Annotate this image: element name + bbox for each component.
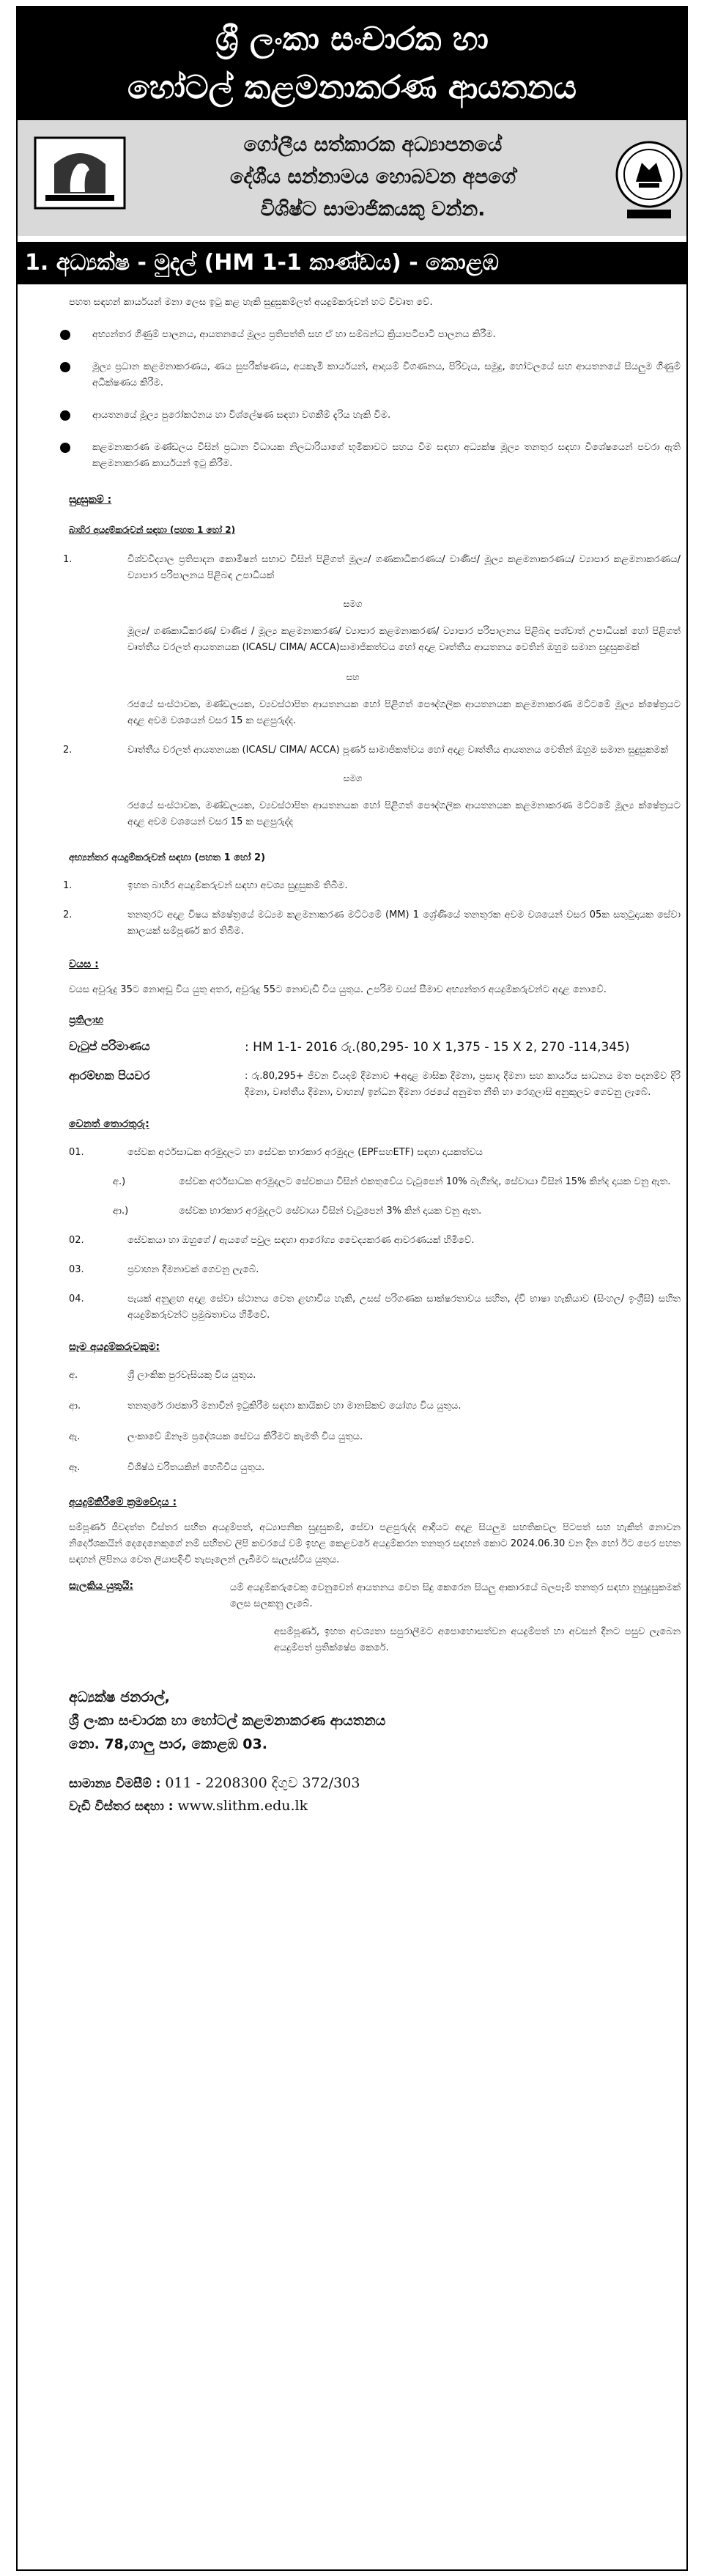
institute-name-line-2: හෝටල් කළමනාකරණ ආයතනය [127,69,577,106]
benefits-heading: ප්‍රතිලාභ [69,1014,104,1026]
other-info-heading: වෙනත් තොරතුරු: [69,1118,149,1130]
note-text-1: යම් අයදුම්කරුවෙකු වෙනුවෙන් ආයතනය වෙත සිදු කෙරෙන සියලු ආකාරයේ බලපෑම් තනතුර සඳහා නුසුදුසුකමක් ලෙස සලකනු ලැබේ. [230,1582,681,1609]
bullet-icon [60,362,70,372]
internal-option-1: 1. ඉහත බාහිර අයදුම්කරුවන් සඳහා අවශ්‍ය සුදුසුකම් තිබීම. [63,880,348,891]
starting-step-label: ආරම්භක පියවර [69,1069,150,1082]
external-option-1-experience: රජයේ සංස්ථාවක, මණ්ඩලයක, ව්‍යවස්ථාපිත ආයතනයක හෝ පිළිගත් පෞද්ගලික ආයතනයක කළමනාකරණ මට්ටමේ මූල්‍ය ක්ෂේත්‍රයට අදාළ අවම වශයෙන් වසර 15 ක පළපුරුද්ද. [127,699,681,726]
slogan-banner [18,120,686,236]
more-details [69,1795,681,1817]
and-separator: සහ [346,672,360,682]
external-applicants-heading: බාහිර අයදුම්කරුවන් සඳහා (පහත 1 හෝ 2) [69,525,236,535]
footer-address [69,1686,681,1756]
duty-item [25,440,681,472]
external-option-2-experience: රජයේ සංස්ථාවක, මණ්ඩලයක, ව්‍යවස්ථාපිත ආයතනයක හෝ පිළිගත් පෞද්ගලික ආයතනයක කළමනාකරණ මට්ටමේ මූල්‍ය ක්ෂේත්‍රයට අදාළ අවම වශයෙන් වසර 15 ක පළපුරුද්ද [127,800,681,827]
general-inquiries [69,1772,681,1795]
other-info-item: 04. පැයක් අනුළඟ අදාළ සේවා ස්ථානය වෙත ළඟාවිය හැකි, උසස් පරිගණක සාක්ෂරතාවය සහිත, ද්වි භාෂා හැකියාව (සිංහල/ ඉංග්‍රීසි) සහිත අයදුම්කරුවන්ට ප්‍රමුඛතාවය හිමිවේ. [69,1293,681,1321]
institute-name-line-1: ශ්‍රී ලංකා සංචාරක හා [215,21,489,58]
other-info-item: 02. සේවකයා හා ඔහුගේ / ඇයගේ පවුල සඳහා ආරෝග්‍ය වෛද්‍යකරණ ආවරණයක් හිමිවේ. [69,1235,475,1246]
note [25,1580,681,1612]
general-inquiries-phone: 011 - 2208300 දිගුව 372/303 [165,1775,360,1791]
slogan-line-3: විශිෂ්ට සාමාජිකයකු වන්න. [260,198,486,221]
position-title: 1. අධ්‍යක්ෂ - මුදල් (HM 1-1 කාණ්ඩය) - කොළඹ [18,242,686,284]
other-info-subitem: අ.) සේවක අර්ථසාධක අරමුදලට සේවකයා විසින් එකතුවේය වැටුපෙන් 10% බැගින්ද, සේවායා විසින් 15% කින්ද දායක වනු ඇත. [113,1176,671,1187]
slogan [142,129,604,226]
footer-street: නො. 78,ගාලු පාර, කොළඹ 03. [69,1736,267,1752]
bullet-icon [60,443,70,453]
duty-item [25,407,681,424]
more-details-label: වැඩි විස්තර සඳහා : [69,1799,174,1814]
external-option-2-membership: වෘත්තීය වරලත් ආයතනයක (ICASL/ CIMA/ ACCA) පූර්ණ සාමාජිකත්වය හෝ අදාළ වෘත්තීය ආයතනය වෙතින් ඔහුම සමාන සුදුසුකමක් [127,745,669,756]
slogan-line-2: දේශීය සන්නාමය හොබවන අපගේ [229,166,516,188]
duty-text: ආයතනයේ මූල්‍ය පුරෝකථනය හා විශ්ලේෂණ සඳහා වගකීම් දැරිය හැකි විම. [92,410,391,421]
duty-text: අභ්‍යන්තර ගිණුම් පාලනය, ආයතනයේ මූල්‍ය ප්‍රතිපත්ති සහ ඒ හා සම්බන්ධ ක්‍රියාපටිපාටි පාලනය කිරීම. [92,329,496,340]
internal-applicants-heading: අභ්‍යන්තර අයදුම්කරුවන් සඳහා (පහත 1 හෝ 2) [69,852,266,863]
duty-text: කළමනාකරණ මණ්ඩලය විසින් ප්‍රධාන විධායක නිලධාරියාගේ භූමිකාවට සහය විම සඳහා අධ්‍යක්ෂ මූල්‍ය තනතුර සඳහා විශේෂයෙන් පවරා ඇති කළමනාකරණ කාර්යයන් ඉටු කිරීම. [92,442,681,469]
qualifications-heading: සුදුසුකම් : [69,494,112,506]
salary-scale [25,1039,681,1055]
with-separator: සමග [343,773,363,783]
internal-option-2: 2. තනතුරට අදාළ විෂය ක්ෂේත්‍රයේ මධ්‍යම කළමනාකරණ මට්ටමේ (MM) 1 ශ්‍රේණියේ තනතුරක අවම වශයෙන් වසර 05ක සතුටුදායක සේවා කාලයක් සම්පූර්ණ කර තිබීම. [63,909,681,937]
slogan-line-1: ගෝලීය සත්කාරක අධ්‍යාපනයේ [243,133,503,156]
website-link[interactable]: www.slithm.edu.lk [177,1798,308,1814]
all-applicants-heading: සෑම අයදුම්කරුවකුම: [69,1341,160,1353]
other-info-item: 03. ප්‍රවාහන දීමනාවක් ගෙවනු ලැබේ. [69,1264,259,1275]
with-separator: සමග [343,599,363,609]
state-emblem-icon [612,130,686,224]
salary-scale-label: වැටුප් පරිමාණය [69,1039,150,1053]
requirement-item: ආ. තනතුරේ රාජකාරි මනාවින් ඉටුකිරීම සඳහා කායිකව හා මානසිකව යෝග්‍ය විය යුතුය. [69,1400,462,1411]
other-info-subitem: ආ.) සේවක භාරකාර අරමුදලට සේවායා විසින් වැටුපෙන් 3% කින් දායක වනු ඇත. [113,1206,482,1217]
application-method-text: සම්පූර්ණ ජීවදත්ත විස්තර සහිත අයදුම්පත්, අධ්‍යාපනික සුදුසුකම්, සේවා පළපුරුද්ද ආදියට අදාළ සියලුම සහතිකවල පිටපත් සහ හැකිත් නොවන නිර්දේශකයින් දෙදෙනෙකුගේ නම් සහිතව ලිපි කවරයේ වම් ඉහළ කෙළවරේ අයදුම්කරන තනතුර සඳහන් කොට 2024.06.30 වන දින හෝ ඊට පෙර පහත සඳහන් ලිපිනය වෙත ලියාපදිංචි තැපෑලෙන් ලැබීමට සැලැස්විය යුතුය. [69,1522,681,1565]
footer-title: අධ්‍යක්ෂ ජනරාල්, [69,1689,170,1705]
duty-item [25,327,681,343]
footer-institute: ශ්‍රී ලංකා සංචාරක හා හෝටල් කළමනාකරණ ආයතනය [69,1713,386,1729]
external-option-2: 2. වෘත්තීය වරලත් ආයතනයක (ICASL/ CIMA/ ACCA) පූර්ණ සාමාජිකත්වය හෝ අදාළ වෘත්තීය ආයතනය වෙතින් ඔහුම සමාන සුදුසුකමක් [25,742,681,759]
age-text: වයස අවුරුදු 35ට නොඅඩු විය යුතු අතර, අවුරුදු 55ට නොවැඩි විය යුතුය. උපරිම වයස් සීමාව අභ්‍යන්තර අයදුම්කරුවන්ට අදාළ නොවේ. [69,984,607,995]
other-info-item: 01. සේවක අර්ථසාධක අරමුදලට හා සේවක භාරකාර අරමුදල (EPFසහETF) සඳහා දායකත්වය [69,1147,483,1158]
application-method-heading: අයදුම්කිරීමේ ක්‍රමවේදය : [69,1496,177,1508]
duty-text: මූල්‍ය ප්‍රධාන කළමනාකරණය, ණය සුපරීක්ෂණය, අයකැමි කාර්යයන්, ආදායම් විගණනය, පිරිවැය, සමුදු, හෝටලයේ සහ ආයතනයේ සියලුම ගිණුම් අධීක්ෂණය කිරීම. [92,361,681,388]
requirement-item: අ. ශ්‍රී ලාංකික පුරවැසියකු විය යුතුය. [69,1370,256,1381]
external-option-1-postgrad: මූල්‍ය/ ගණකාධිකරණ/ වාණිජ / මූල්‍ය කළමනාකරණ/ ව්‍යාපාර කළමනාකරණ/ ව්‍යාපාර පරිපාලනය පිළිබඳ පශ්චාත් උපාධියක් හෝ පිළිගත් වෘත්තීය වරලත් ආයතනයක (ICASL/ CIMA/ ACCA)සාමාජිකත්වය හෝ අදාළ වෘත්තීය ආයතනය වෙතින් ඔහුම සමාන සුදුසුකමක් [127,626,681,653]
external-option-1-degree: විශ්වවිද්‍යාල ප්‍රතිපාදන කොමිෂන් සභාව විසින් පිළිගත් මූල්‍ය/ ගණකාධිකරණය/ වාණිජ/ මූල්‍ය කළමනාකරණය/ ව්‍යාපාර කළමනාකරණය/ ව්‍යාපාර පරිපාලනය පිළිබඳ උපාධියක් [127,554,681,581]
salary-scale-value: : HM 1-1- 2016 රු.(80,295- 10 X 1,375 - 15 X 2, 270 -114,345) [245,1040,630,1055]
starting-step-value: : රු.80,295+ ජීවන වියදම් දීමනාව +අදාළ මාසික දීමනා, ප්‍රසාද දීමනා සහ කාර්යය සාධනය මත පදනම්ව දිරි දීමනා, වෘත්තීය දීමනා, වාහන/ ඉන්ධන දීමනා රජයේ අනුමත නීති හා රෙගුලාසි අනුකූලව ගෙවනු ලැබේ. [245,1071,681,1098]
age-heading: වයස : [69,959,99,970]
starting-step [25,1069,681,1101]
bullet-icon [60,330,70,340]
general-inquiries-label: සාමාන්‍ය විමසීම් : [69,1776,161,1791]
note-label: සැලකිය යුතුයි: [69,1580,134,1592]
intro-text: පහත සඳහන් කාර්යයන් මනා ලෙස ඉටු කළ හැකි සුදුසුකම්ලත් අයදුම්කරුවන් හට විවෘත වේ. [69,297,433,308]
requirement-item: ඈ. විශිෂ්ඨ චරිතයකින් හෙබිවිය යුතුය. [69,1462,265,1473]
duty-item [25,359,681,391]
external-option-1: 1. විශ්වවිද්‍යාල ප්‍රතිපාදන කොමිෂන් සභාව විසින් පිළිගත් මූල්‍ය/ ගණකාධිකරණය/ වාණිජ/ මූල්‍ය කළමනාකරණය/ ව්‍යාපාර කළමනාකරණය/ ව්‍යාපාර පරිපාලනය පිළිබඳ උපාධියක් [25,552,681,584]
requirement-item: ඇ. ලංකාවේ ඕනෑම ප්‍රදේශයක සේවය කිරීමට කැමති විය යුතුය. [69,1431,363,1442]
bullet-icon [60,410,70,421]
advert-body [25,295,681,1817]
institute-logo-icon [32,135,127,211]
note-text-2: අසම්පූර්ණ, ඉහත අවශ්‍යතා සපුරාලීමට අපොහොසත්වන අයදුම්පත් හා අවසන් දිනට පසුව ලැබෙන අයදුම්පත් ප්‍රතික්ෂේප කෙරේ. [274,1626,681,1653]
institute-banner [18,7,686,120]
